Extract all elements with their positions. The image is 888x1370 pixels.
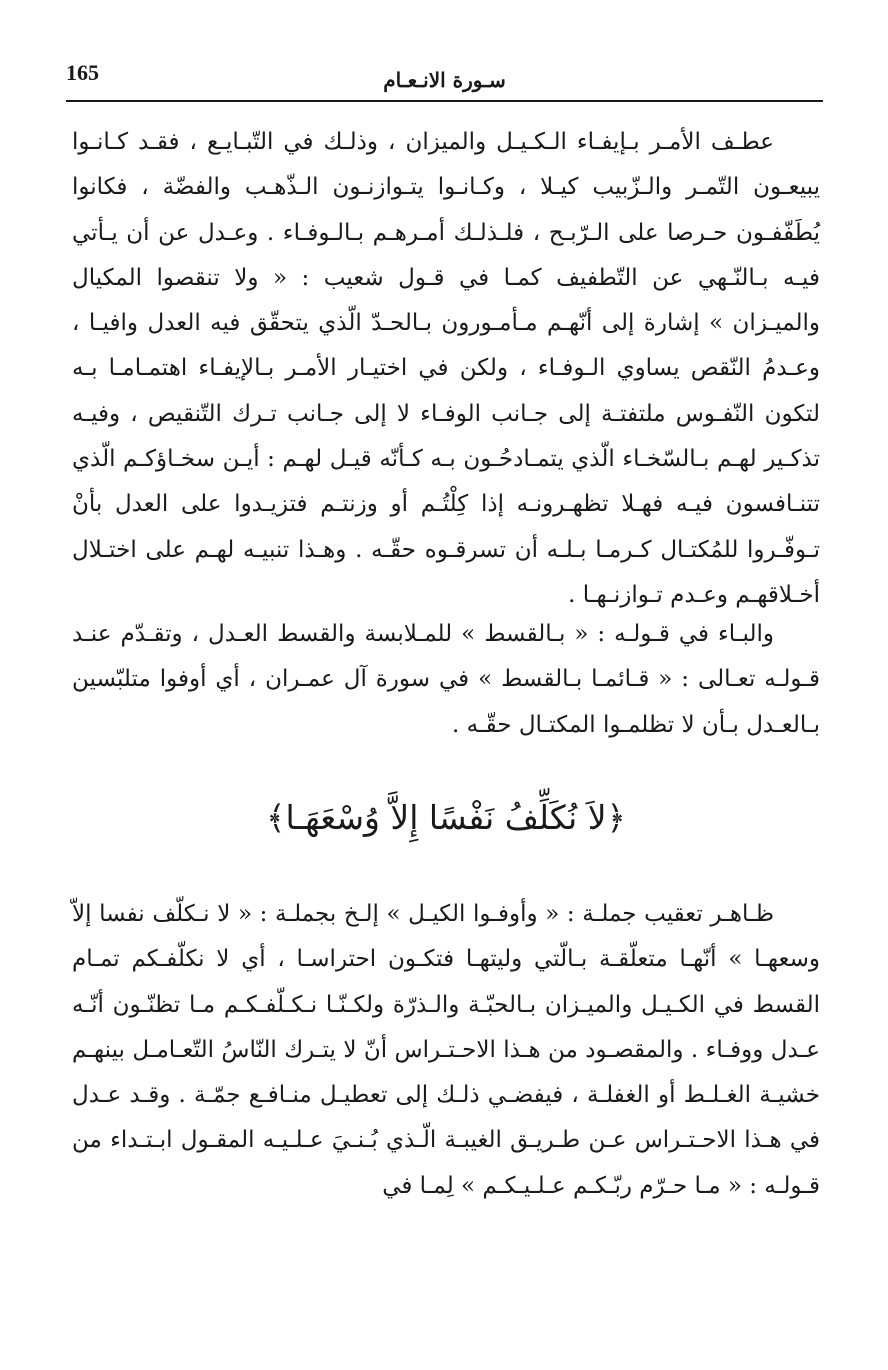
paragraph-text: ظـاهـر تعقيب جملـة : « وأوفـوا الكيـل » إلـخ بجملـة : « لا نـكلّف نفسا إلاّ وسعهـا » أنّهـا متعلّقـة بـالّتي وليتهـا فتكـون احتراسـا ، أي لا نكلّفـكم تمـام القسط في الكـيـل والميـزان بـالحبّـة والـذرّة ولكـنّـا نـكـلّفـكـم مـا تظنّـون أنّـه عـدل ووفـاء . والمقصـود من هـذا الاحـتـراس أنّ لا يتـرك النّاسُ التّعـامـل بينهـم خشيـة الغـلـط أو الغفلـة ، فيفضـي ذلـك إلى تعطيـل منـافـع جمّـة . وقـد عـدل في هـذا الاحـتـراس عـن طـريـق الغيبـة الّـذي بُـنـيَ عـلـيـه المقـول ابـتـداء من قـولـه : « مـا حـرّم ربّـكـم عـلـيـكـم » لِمـا في	[72, 901, 820, 1199]
commentary-paragraph-3	[72, 892, 820, 1209]
page-number: 165	[66, 60, 99, 85]
commentary-paragraph-1	[72, 120, 820, 618]
paragraph-text: والبـاء في قـولـه : « بـالقسط » للمـلابسة والقسط العـدل ، وتقـدّم عنـد قـولـه تعـالى : « قـائمـا بـالقسط » في سورة آل عمـران ، أي أوفوا متلبّسين بـالعـدل بـأن لا تظلمـوا المكتـال حقّـه .	[72, 621, 820, 738]
page-header	[66, 56, 823, 102]
paragraph-text: عطـف الأمـر بـإيفـاء الـكـيـل والميزان ، وذلـك في التّبـايـع ، فقـد كـانـوا يبيعـون التّمـر والـزّبيب كيـلا ، وكـانـوا يتـوازنـون الـذّهـب والفضّة ، فكانوا يُطَفّفـون حـرصا على الـرّبـح ، فلـذلـك أمـرهـم بـالـوفـاء . وعـدل عن أن يـأتي فيـه بـالنّـهي عن التّطفيف كمـا في قـول شعيب : « ولا تنقصوا المكيال والميـزان » إشارة إلى أنّهـم مـأمـورون بـالحـدّ الّذي يتحقّق فيه العدل وافيـا ، وعـدمُ النّقص يساوي الـوفـاء ، ولكن في اختيـار الأمـر بـالإيفـاء اهتمـامـا بـه لتكون النّفـوس ملتفتـة إلى جـانب الوفـاء لا إلى جـانب تـرك التّنقيص ، وفيـه تذكـير لهـم بـالسّخـاء الّذي يتمـادحُـون بـه كـأنّه قيـل لهـم : أيـن سخـاؤكـم الّذي تتنـافسون فيـه فهـلا تظهـرونـه إذا كِلْتُـم أو وزنتـم فتزيـدوا على العدل بأنْ تـوفّـروا للمُكتـال كـرمـا بـلـه أن تسرقـوه حقّـه . وهـذا تنبيـه لهـم على اختـلال أخـلاقهـم وعـدم تـوازنـهـا .	[72, 129, 820, 608]
commentary-paragraph-2	[72, 612, 820, 748]
quran-verse-heading: ﴿لاَ نُكَلِّفُ نَفْسًا إِلاَّ وُسْعَهَـا﴾	[266, 798, 626, 837]
running-title: سـورة الانـعـام	[383, 68, 506, 92]
